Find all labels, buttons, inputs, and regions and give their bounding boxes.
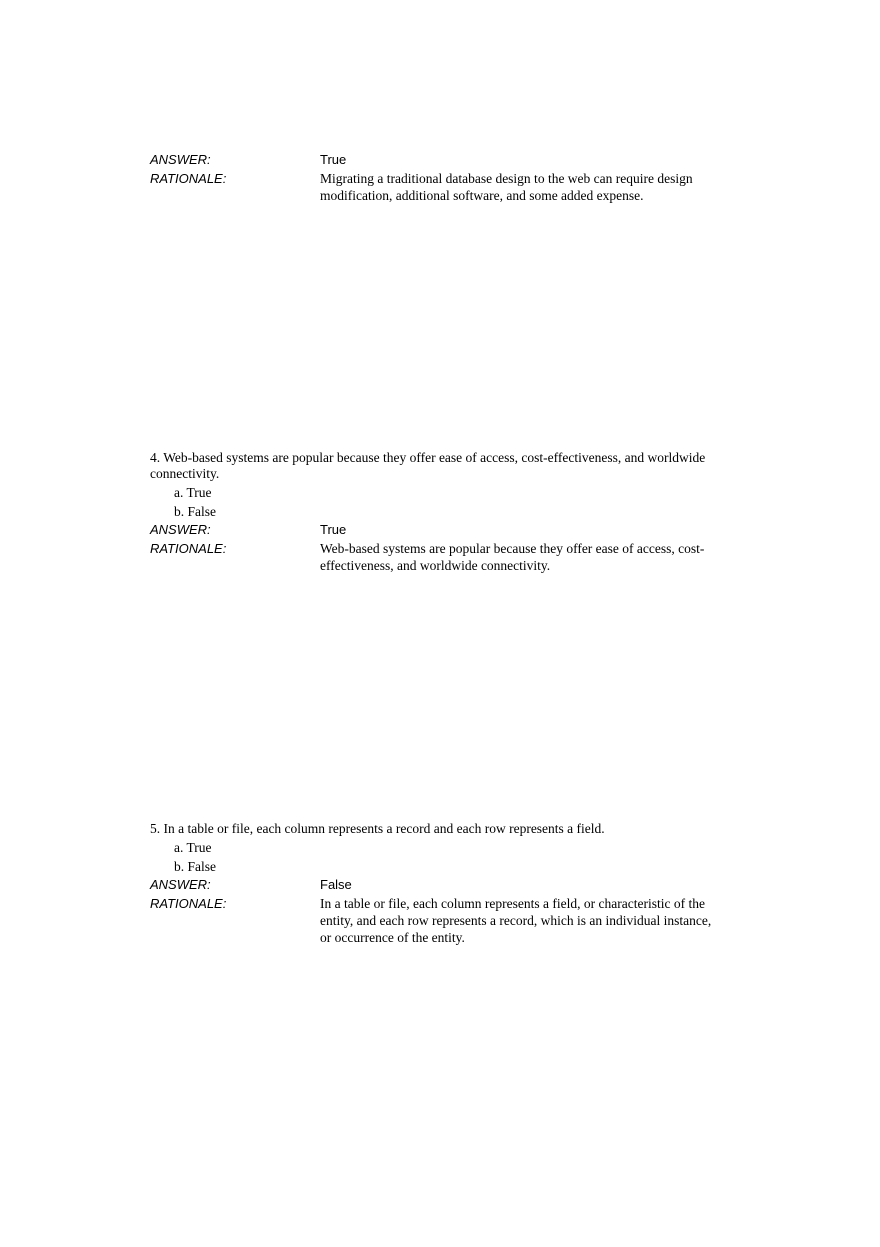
- answer-row: [150, 521, 730, 538]
- choice-a: a. True: [174, 485, 212, 500]
- rationale-text: Web-based systems are popular because they offer ease of access, cost-effectiveness, and worldwide connectivity.: [320, 541, 705, 573]
- answer-label: ANSWER:: [150, 877, 211, 892]
- choice-b: b. False: [174, 859, 216, 874]
- rationale-row: [150, 170, 730, 204]
- choice-a: a. True: [174, 840, 212, 855]
- answer-value: False: [320, 877, 352, 892]
- question-text: 4. Web-based systems are popular because they offer ease of access, cost-effectiveness, and worldwide connectivity.: [150, 450, 706, 481]
- rationale-label: RATIONALE:: [150, 896, 227, 911]
- question-5-block: [150, 821, 730, 946]
- answer-row: [150, 876, 730, 893]
- answer-value: True: [320, 152, 347, 167]
- question-3-answer-block: [150, 151, 730, 204]
- rationale-text: Migrating a traditional database design to the web can require design modification, additional software, and some added expense.: [320, 171, 693, 203]
- rationale-label: RATIONALE:: [150, 541, 227, 556]
- rationale-row: [150, 540, 730, 574]
- question-text: 5. In a table or file, each column represents a record and each row represents a field.: [150, 821, 605, 836]
- rationale-text: In a table or file, each column represents a field, or characteristic of the entity, and each row represents a record, which is an individual instance, or occurrence of the entity.: [320, 896, 712, 945]
- rationale-row: [150, 895, 730, 946]
- answer-row: [150, 151, 730, 168]
- choice-b: b. False: [174, 504, 216, 519]
- answer-value: True: [320, 522, 347, 537]
- answer-label: ANSWER:: [150, 152, 211, 167]
- answer-label: ANSWER:: [150, 522, 211, 537]
- rationale-label: RATIONALE:: [150, 171, 227, 186]
- question-4-block: [150, 450, 730, 574]
